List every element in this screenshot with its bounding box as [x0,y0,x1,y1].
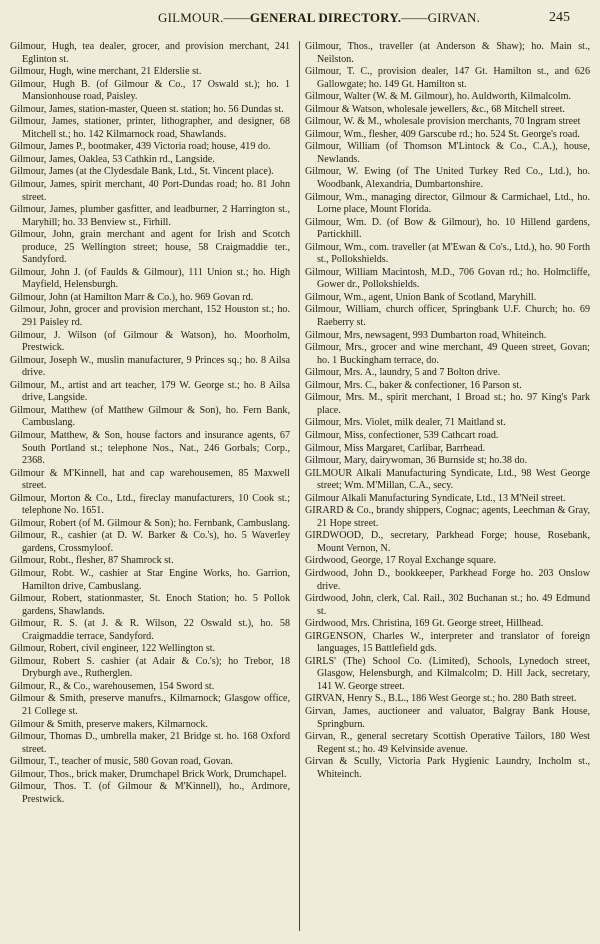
header-separator-2: —— [401,10,428,25]
header-title: GENERAL DIRECTORY. [249,10,402,25]
right-column [305,41,590,781]
directory-entry: Gilmour, Hugh B. (of Gilmour & Co., 17 Oswald st.); ho. 1 Mansionhouse road, Paisley. [10,78,290,103]
directory-entry: Gilmour Alkali Manufacturing Syndicate, Ltd., 13 M'Neil street. [305,492,566,504]
directory-entry: GIRLS' (The) School Co. (Limited), Schools, Lynedoch street, Glasgow, Helensburgh, and Kilmalcolm; D. Hill Jack, secretary, 141 W. George street. [305,655,590,692]
header-left-name: GILMOUR. [158,10,224,25]
directory-entry: Gilmour, John (at Hamilton Marr & Co.), ho. 969 Govan rd. [10,291,254,303]
directory-entry: Gilmour, James, station-master, Queen st. station; ho. 56 Dundas st. [10,103,284,115]
directory-entry: Gilmour, Mrs., grocer and wine merchant, 49 Queen street, Govan; ho. 1 Buckingham terrace, do. [305,342,590,366]
directory-entry: Gilmour, T., teacher of music, 580 Govan road, Govan. [10,756,233,768]
directory-entry: GILMOUR Alkali Manufacturing Syndicate, Ltd., 98 West George street; Wm. M'Millan, C.A., secy. [305,467,590,492]
directory-entry: Gilmour, John J. (of Faulds & Gilmour), 111 Union st.; ho. High Mayfield, Helensburgh. [10,266,290,291]
directory-entry: Gilmour, Mary, dairywoman, 36 Burnside st; ho.38 do. [305,455,528,467]
directory-entry: Gilmour & Smith, preserve makers, Kilmarnock. [10,718,208,730]
directory-entry: Gilmour, Thomas D., umbrella maker, 21 Bridge st. ho. 168 Oxford street. [10,731,290,755]
directory-entry: Gilmour, R. S. (at J. & R. Wilson, 22 Oswald st.), ho. 58 Craigmaddie terrace, Sandyford. [10,618,290,642]
directory-entry: Gilmour, W. Ewing (of The United Turkey Red Co., Ltd.), ho. Woodbank, Alexandria, Dumbartonshire. [305,166,590,191]
directory-entry: Gilmour, Mrs. M., spirit merchant, 1 Broad st.; ho. 97 King's Park place. [305,392,590,416]
directory-entry: GIRDWOOD, D., secretary, Parkhead Forge; house, Rosebank, Mount Vernon, N. [305,530,590,554]
directory-entry: Gilmour, Morton & Co., Ltd., fireclay manufacturers, 10 Cook st.; telephone No. 1651. [10,492,290,517]
directory-entry: Gilmour, Robert S. cashier (at Adair & Co.'s); ho Trebor, 18 Dryburgh ave., Rutherglen. [10,655,290,680]
directory-entry: Gilmour, Miss Margaret, Carlibar, Barrhead. [305,442,486,454]
directory-entry: Gilmour, Joseph W., muslin manufacturer, 9 Princes sq.; ho. 8 Ailsa drive. [10,354,290,379]
directory-entry: Gilmour, Mrs. C., baker & confectioner, 16 Parson st. [305,379,522,391]
directory-entry: Gilmour, R., & Co., warehousemen, 154 Sword st. [10,680,215,692]
directory-entry: Gilmour, Thos., traveller (at Anderson & Shaw); ho. Main st., Neilston. [305,41,590,65]
directory-entry: Gilmour, Thos. T. (of Gilmour & M'Kinnell), ho., Ardmore, Prestwick. [10,781,290,805]
directory-entry: Gilmour, William, church officer, Springbank U.F. Church; ho. 69 Raeberry st. [305,304,590,329]
header-title-line [158,10,480,26]
directory-entry: Gilmour, W. & M., wholesale provision merchants, 70 Ingram street [305,116,581,128]
directory-entry: Gilmour, John, grocer and provision merchant, 152 Houston st.; ho. 291 Paisley rd. [10,304,290,329]
directory-entry: GIRGENSON, Charles W., interpreter and translator of foreign languages, 15 Battlefield gds. [305,630,590,655]
directory-entry: Gilmour, Mrs, newsagent, 993 Dumbarton road, Whiteinch. [305,329,547,341]
directory-entry: Gilmour, William (of Thomson M'Lintock & Co., C.A.), house, Newlands. [305,141,590,165]
directory-entry: Girvan, James, auctioneer and valuator, Balgray Bank House, Springburn. [305,705,590,730]
directory-entry: Gilmour, Hugh, wine merchant, 21 Elderslie st. [10,66,202,78]
directory-entry: Girdwood, Mrs. Christina, 169 Gt. George street, Hillhead. [305,618,544,630]
directory-entry: GIRARD & Co., brandy shippers, Cognac; agents, Leechman & Gray, 21 Hope street. [305,505,590,529]
directory-entry: Gilmour, M., artist and art teacher, 179 W. George st.; ho. 8 Ailsa drive, Langside. [10,379,290,404]
directory-entry: Gilmour, James (at the Clydesdale Bank, Ltd., St. Vincent place). [10,166,274,178]
directory-entry: Gilmour, Wm., agent, Union Bank of Scotland, Maryhill. [305,291,537,303]
directory-entry: Gilmour, Wm., com. traveller (at M'Ewan & Co's., Ltd.), ho. 90 Forth st., Pollokshields. [305,241,590,266]
directory-entry: Gilmour, Robert, civil engineer, 122 Wellington st. [10,643,216,655]
header-right-name: GIRVAN. [427,10,481,25]
directory-entry: Gilmour, Hugh, tea dealer, grocer, and provision merchant, 241 Eglinton st. [10,41,290,65]
directory-entry: Gilmour, William Macintosh, M.D., 706 Govan rd.; ho. Holmcliffe, Gower dr., Pollokshields. [305,266,590,291]
directory-entry: Gilmour, John, grain merchant and agent for Irish and Scotch produce, 25 Wellington street; house, 58 Craigmaddie ter., Sandyford. [10,229,290,266]
directory-entry: Gilmour & Smith, preserve manufrs., Kilmarnock; Glasgow office, 21 College st. [10,693,290,717]
directory-entry: Gilmour, Matthew, & Son, house factors and insurance agents, 67 South Portland st.; telephone Nos., Nat., 246 Gorbals; Corp., 2368. [10,429,290,467]
directory-entry: Girvan, R., general secretary Scottish Operative Tailors, 180 West Regent st.; ho. 49 Kelvinside avenue. [305,731,590,755]
directory-entry: Gilmour, Robt., flesher, 87 Shamrock st. [10,555,174,567]
directory-entry: Gilmour, James, plumber gasfitter, and leadburner, 2 Harrington st., Maryhill; ho. 33 Benview st., Firhill. [10,204,290,228]
directory-entry: Girdwood, John D., bookkeeper, Parkhead Forge ho. 203 Onslow drive. [305,567,590,592]
page-number: 245 [549,10,570,25]
directory-entry: Gilmour, Wm. D. (of Bow & Gilmour), ho. 10 Hillend gardens, Partickhill. [305,216,590,241]
header-separator-1: —— [223,10,250,25]
directory-entry: Gilmour, Wm., flesher, 409 Garscube rd.; ho. 524 St. George's road. [305,128,580,140]
directory-entry: Gilmour, Walter (W. & M. Gilmour), ho. Auldworth, Kilmalcolm. [305,91,571,103]
directory-entry: Girdwood, George, 17 Royal Exchange square. [305,555,496,567]
directory-entry: Girdwood, John, clerk, Cal. Rail., 302 Buchanan st.; ho. 49 Edmund st. [305,593,590,617]
directory-entry: Gilmour, Miss, confectioner, 539 Cathcart road. [305,429,499,441]
running-header [0,10,600,32]
directory-entry: Gilmour & Watson, wholesale jewellers, &c., 68 Mitchell street. [305,103,565,115]
directory-entry: Gilmour, James P., bootmaker, 439 Victoria road; house, 419 do. [10,141,271,153]
directory-entry: Gilmour, Wm., managing director, Gilmour & Carmichael, Ltd., ho. Lorne place, Mount Florida. [305,191,590,216]
directory-entry: Gilmour, Robert, stationmaster, St. Enoch Station; ho. 5 Pollok gardens, Shawlands. [10,593,290,617]
column-divider [299,41,300,931]
directory-entry: Gilmour, James, spirit merchant, 40 Port-Dundas road; ho. 81 John street. [10,179,290,203]
directory-entry: Gilmour, T. C., provision dealer, 147 Gt. Hamilton st., and 626 Gallowgate; ho. 149 Gt. Hamilton st. [305,66,590,90]
directory-entry: GIRVAN, Henry S., B.L., 186 West George st.; ho. 280 Bath street. [305,693,577,705]
directory-entry: Gilmour, Matthew (of Matthew Gilmour & Son), ho. Fern Bank, Cambuslang. [10,404,290,429]
directory-entry: Gilmour, Mrs. A., laundry, 5 and 7 Bolton drive. [305,367,501,379]
directory-entry: Gilmour, Mrs. Violet, milk dealer, 71 Maitland st. [305,417,506,429]
directory-entry: Gilmour, J. Wilson (of Gilmour & Watson), ho. Moorholm, Prestwick. [10,329,290,354]
directory-entry: Gilmour, James, stationer, printer, lithographer, and designer, 68 Mitchell st.; ho. 142 Kilmarnock road, Shawlands. [10,116,290,140]
directory-entry: Gilmour & M'Kinnell, hat and cap warehousemen, 85 Maxwell street. [10,467,290,492]
left-column [10,41,290,806]
directory-entry: Gilmour, Robt. W., cashier at Star Engine Works, ho. Garrion, Hamilton drive, Cambuslang. [10,567,290,592]
directory-entry: Gilmour, Robert (of M. Gilmour & Son); ho. Fernbank, Cambuslang. [10,517,290,529]
directory-entry: Gilmour, James, Oaklea, 53 Cathkin rd., Langside. [10,153,215,165]
directory-entry: Girvan & Scully, Victoria Park Hygienic Laundry, Incholm st., Whiteinch. [305,756,590,780]
directory-entry: Gilmour, Thos., brick maker, Drumchapel Brick Work, Drumchapel. [10,768,287,780]
directory-entry: Gilmour, R., cashier (at D. W. Barker & Co.'s), ho. 5 Waverley gardens, Crossmyloof. [10,530,290,554]
